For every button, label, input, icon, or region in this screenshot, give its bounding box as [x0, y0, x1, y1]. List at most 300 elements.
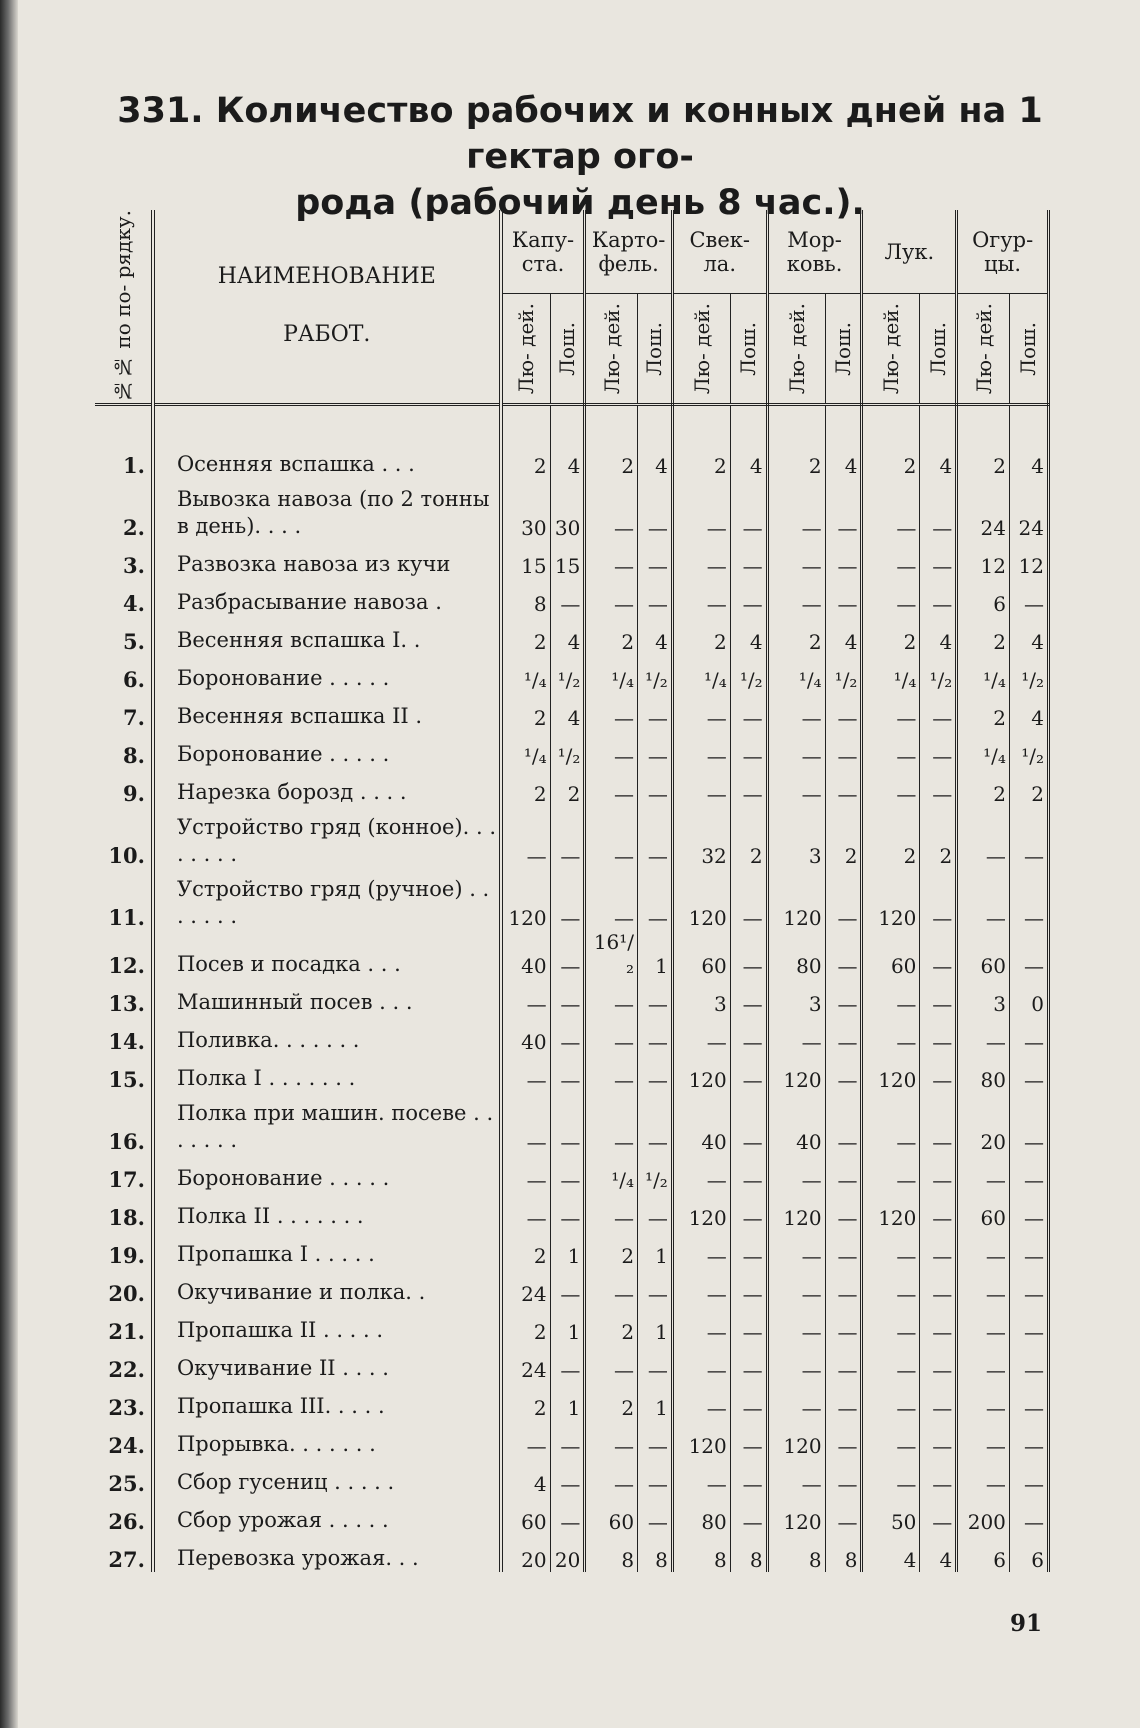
row-number: 5. [95, 616, 153, 654]
people-days-cell: 60 [862, 930, 920, 978]
people-days-cell: — [862, 1230, 920, 1268]
crop-label-1: Мор- [787, 227, 842, 252]
horse-days-cell: — [1009, 868, 1048, 930]
horse-days-cell: 2 [920, 806, 957, 868]
row-number: 22. [95, 1344, 153, 1382]
people-days-cell: — [862, 1306, 920, 1344]
crop-label-2: ковь. [786, 251, 843, 276]
horse-days-cell: 2 [730, 806, 767, 868]
people-days-cell: 2 [501, 1382, 551, 1420]
horse-days-cell: — [920, 978, 957, 1016]
people-days-cell: 40 [767, 1092, 825, 1154]
people-days-cell: — [862, 1458, 920, 1496]
horse-days-cell: — [920, 478, 957, 540]
horse-days-cell: — [1009, 930, 1048, 978]
subheader-horses-label: Лош. [925, 321, 950, 376]
work-name: Боронование . . . . . [153, 730, 501, 768]
people-days-cell: — [501, 1054, 551, 1092]
people-days-cell: — [957, 1344, 1010, 1382]
horse-days-cell: — [638, 1458, 673, 1496]
table-body [95, 404, 1049, 1572]
people-days-cell: ¹/₄ [957, 730, 1010, 768]
horse-days-cell: — [730, 768, 767, 806]
horse-days-cell: — [550, 978, 585, 1016]
people-days-cell: 120 [767, 1054, 825, 1092]
horse-days-cell: — [638, 540, 673, 578]
people-days-cell: — [862, 540, 920, 578]
horse-days-cell: — [1009, 578, 1048, 616]
horse-days-cell: — [920, 730, 957, 768]
people-days-cell: — [957, 1268, 1010, 1306]
work-name: Сбор гусениц . . . . . [153, 1458, 501, 1496]
people-days-cell: — [767, 1344, 825, 1382]
people-days-cell: — [672, 1154, 730, 1192]
horse-days-cell: — [825, 1458, 862, 1496]
horse-days-cell: — [825, 1230, 862, 1268]
people-days-cell: — [585, 1344, 638, 1382]
horse-days-cell: — [730, 1054, 767, 1092]
horse-days-cell: — [638, 768, 673, 806]
people-days-cell: — [585, 692, 638, 730]
people-days-cell: — [767, 1458, 825, 1496]
people-days-cell: — [957, 868, 1010, 930]
horse-days-cell: — [550, 1344, 585, 1382]
horse-days-cell: 6 [1009, 1534, 1048, 1572]
horse-days-cell: — [920, 1154, 957, 1192]
horse-days-cell: — [920, 1344, 957, 1382]
people-days-cell: — [672, 1268, 730, 1306]
people-days-cell: 80 [957, 1054, 1010, 1092]
work-name: Устройство гряд (ручное) . . . . . . . [153, 868, 501, 930]
horse-days-cell: ¹/₂ [730, 654, 767, 692]
people-days-cell: 2 [862, 404, 920, 478]
horse-days-cell: 8 [638, 1534, 673, 1572]
horse-days-cell: — [825, 1344, 862, 1382]
row-number: 16. [95, 1092, 153, 1154]
work-name: Полка при машин. посеве . . . . . . . [153, 1092, 501, 1154]
people-days-cell: 2 [501, 616, 551, 654]
horse-days-cell: 4 [550, 692, 585, 730]
labor-table [95, 210, 1050, 1572]
table-row [95, 1268, 1049, 1306]
horse-days-cell: — [730, 1154, 767, 1192]
work-name: Посев и посадка . . . [153, 930, 501, 978]
table-row [95, 1496, 1049, 1534]
work-name: Пропашка III. . . . . [153, 1382, 501, 1420]
people-days-cell: ¹/₄ [501, 730, 551, 768]
people-days-cell: — [767, 1230, 825, 1268]
work-name: Развозка навоза из кучи [153, 540, 501, 578]
people-days-cell: 60 [957, 930, 1010, 978]
table-row [95, 478, 1049, 540]
horse-days-cell: ¹/₂ [550, 654, 585, 692]
horse-days-cell: — [730, 540, 767, 578]
horse-days-cell: — [1009, 1230, 1048, 1268]
horse-days-cell: — [920, 1054, 957, 1092]
people-days-cell: — [957, 806, 1010, 868]
horse-days-cell: — [825, 478, 862, 540]
people-days-cell: — [767, 1268, 825, 1306]
subheader-people-label: Лю- дей. [971, 303, 996, 395]
horse-days-cell: — [730, 1496, 767, 1534]
row-number: 14. [95, 1016, 153, 1054]
horse-days-cell: — [730, 1092, 767, 1154]
horse-days-cell: 4 [730, 404, 767, 478]
people-days-cell: 2 [957, 692, 1010, 730]
people-days-cell: ¹/₄ [672, 654, 730, 692]
horse-days-cell: — [638, 1496, 673, 1534]
people-days-cell: — [585, 1016, 638, 1054]
horse-days-cell: — [920, 1092, 957, 1154]
table-title-line-1: 331. Количество рабочих и конных дней на 1 гектар ого- [117, 91, 1043, 177]
people-days-cell: 2 [862, 806, 920, 868]
horse-days-cell: — [825, 1154, 862, 1192]
people-days-cell: — [862, 1382, 920, 1420]
horse-days-cell: — [638, 1344, 673, 1382]
people-days-cell: — [501, 806, 551, 868]
people-days-cell: — [672, 1382, 730, 1420]
horse-days-cell: ¹/₂ [825, 654, 862, 692]
people-days-cell: — [767, 1154, 825, 1192]
people-days-cell: — [672, 768, 730, 806]
horse-days-cell: — [730, 1344, 767, 1382]
labor-table-container [95, 210, 1050, 1572]
people-days-cell: ¹/₄ [585, 654, 638, 692]
people-days-cell: — [585, 1268, 638, 1306]
people-days-cell: 60 [501, 1496, 551, 1534]
horse-days-cell: — [730, 1230, 767, 1268]
horse-days-cell: — [920, 930, 957, 978]
header-number-column [95, 210, 153, 404]
horse-days-cell: — [920, 1016, 957, 1054]
table-row [95, 930, 1049, 978]
work-name: Устройство гряд (конное). . . . . . . . [153, 806, 501, 868]
horse-days-cell: — [638, 806, 673, 868]
table-row [95, 1154, 1049, 1192]
people-days-cell: 120 [767, 868, 825, 930]
people-days-cell: 3 [767, 978, 825, 1016]
table-row [95, 404, 1049, 478]
horse-days-cell: — [730, 1306, 767, 1344]
horse-days-cell: — [920, 1458, 957, 1496]
row-number: 21. [95, 1306, 153, 1344]
subheader-people-label: Лю- дей. [689, 303, 714, 395]
horse-days-cell: — [825, 1016, 862, 1054]
table-row [95, 1192, 1049, 1230]
work-name: Прорывка. . . . . . . [153, 1420, 501, 1458]
people-days-cell: 2 [585, 404, 638, 478]
people-days-cell: — [862, 730, 920, 768]
subheader-horses-label: Лош. [831, 321, 856, 376]
people-days-cell: — [585, 730, 638, 768]
subheader-horses [550, 294, 585, 405]
people-days-cell: — [957, 1230, 1010, 1268]
people-days-cell: 8 [501, 578, 551, 616]
people-days-cell: 2 [767, 616, 825, 654]
people-days-cell: 80 [767, 930, 825, 978]
horse-days-cell: — [730, 578, 767, 616]
people-days-cell: — [862, 1268, 920, 1306]
horse-days-cell: 4 [730, 616, 767, 654]
horse-days-cell: 1 [638, 930, 673, 978]
subheader-horses-label: Лош. [736, 321, 761, 376]
people-days-cell: — [501, 1154, 551, 1192]
people-days-cell: 20 [501, 1534, 551, 1572]
work-name: Боронование . . . . . [153, 654, 501, 692]
horse-days-cell: — [920, 1306, 957, 1344]
horse-days-cell: — [638, 730, 673, 768]
people-days-cell: — [862, 1016, 920, 1054]
people-days-cell: 2 [585, 1382, 638, 1420]
people-days-cell: — [957, 1154, 1010, 1192]
header-crop [767, 210, 862, 294]
horse-days-cell: — [730, 730, 767, 768]
people-days-cell: — [957, 1016, 1010, 1054]
people-days-cell: 2 [957, 404, 1010, 478]
horse-days-cell: — [550, 806, 585, 868]
header-name-line-2: РАБОТ. [283, 322, 371, 348]
people-days-cell: — [957, 1382, 1010, 1420]
work-name: Сбор урожая . . . . . [153, 1496, 501, 1534]
people-days-cell: — [862, 692, 920, 730]
table-row [95, 1344, 1049, 1382]
work-name: Полка II . . . . . . . [153, 1192, 501, 1230]
table-row [95, 692, 1049, 730]
people-days-cell: 2 [501, 768, 551, 806]
horse-days-cell: — [1009, 1154, 1048, 1192]
horse-days-cell: — [920, 1382, 957, 1420]
people-days-cell: 24 [501, 1268, 551, 1306]
horse-days-cell: — [825, 1420, 862, 1458]
table-header [95, 210, 1049, 404]
horse-days-cell: — [1009, 1092, 1048, 1154]
horse-days-cell: 4 [550, 404, 585, 478]
subheader-people-label: Лю- дей. [784, 303, 809, 395]
subheader-horses-label: Лош. [1016, 321, 1041, 376]
people-days-cell: — [585, 1192, 638, 1230]
horse-days-cell: — [920, 1496, 957, 1534]
horse-days-cell: — [730, 930, 767, 978]
row-number: 6. [95, 654, 153, 692]
people-days-cell: — [767, 1306, 825, 1344]
people-days-cell: — [767, 478, 825, 540]
table-row [95, 578, 1049, 616]
people-days-cell: — [585, 1458, 638, 1496]
crop-label-1: Лук. [884, 239, 935, 264]
work-name: Поливка. . . . . . . [153, 1016, 501, 1054]
horse-days-cell: — [825, 540, 862, 578]
people-days-cell: 120 [862, 1192, 920, 1230]
people-days-cell: 60 [672, 930, 730, 978]
horse-days-cell: 4 [638, 616, 673, 654]
horse-days-cell: 2 [1009, 768, 1048, 806]
people-days-cell: — [767, 692, 825, 730]
header-name-line-1: НАИМЕНОВАНИЕ [217, 264, 436, 290]
people-days-cell: 120 [672, 1192, 730, 1230]
people-days-cell: ¹/₄ [501, 654, 551, 692]
people-days-cell: 24 [957, 478, 1010, 540]
horse-days-cell: 4 [920, 616, 957, 654]
horse-days-cell: — [550, 1154, 585, 1192]
horse-days-cell: — [1009, 1344, 1048, 1382]
people-days-cell: — [672, 730, 730, 768]
horse-days-cell: — [730, 978, 767, 1016]
people-days-cell: — [862, 478, 920, 540]
horse-days-cell: — [638, 1016, 673, 1054]
horse-days-cell: — [920, 692, 957, 730]
horse-days-cell: — [730, 1382, 767, 1420]
work-name: Осенняя вспашка . . . [153, 404, 501, 478]
people-days-cell: — [672, 1458, 730, 1496]
row-number: 25. [95, 1458, 153, 1496]
crop-label-2: цы. [984, 251, 1022, 276]
horse-days-cell: — [920, 540, 957, 578]
horse-days-cell: — [638, 978, 673, 1016]
horse-days-cell: — [1009, 1382, 1048, 1420]
horse-days-cell: — [825, 1268, 862, 1306]
people-days-cell: — [672, 1306, 730, 1344]
people-days-cell: 120 [767, 1496, 825, 1534]
work-name: Пропашка II . . . . . [153, 1306, 501, 1344]
subheader-people [767, 294, 825, 405]
subheader-horses-label: Лош. [554, 321, 579, 376]
horse-days-cell: 4 [1009, 616, 1048, 654]
header-crop [585, 210, 672, 294]
subheader-horses [825, 294, 862, 405]
people-days-cell: 3 [767, 806, 825, 868]
table-row [95, 978, 1049, 1016]
horse-days-cell: — [825, 730, 862, 768]
horse-days-cell: — [825, 978, 862, 1016]
crop-label-2: ста. [521, 251, 565, 276]
table-row [95, 730, 1049, 768]
horse-days-cell: — [730, 868, 767, 930]
row-number: 18. [95, 1192, 153, 1230]
horse-days-cell: 4 [1009, 692, 1048, 730]
people-days-cell: ¹/₄ [585, 1154, 638, 1192]
horse-days-cell: — [1009, 1306, 1048, 1344]
people-days-cell: 6 [957, 1534, 1010, 1572]
people-days-cell: 120 [672, 1420, 730, 1458]
work-name: Пропашка I . . . . . [153, 1230, 501, 1268]
horse-days-cell: — [550, 1496, 585, 1534]
horse-days-cell: 4 [638, 404, 673, 478]
horse-days-cell: — [550, 1054, 585, 1092]
people-days-cell: 50 [862, 1496, 920, 1534]
people-days-cell: 4 [501, 1458, 551, 1496]
people-days-cell: 3 [957, 978, 1010, 1016]
subheader-people-label: Лю- дей. [514, 303, 539, 395]
table-row [95, 768, 1049, 806]
people-days-cell: — [585, 806, 638, 868]
work-name: Полка I . . . . . . . [153, 1054, 501, 1092]
horse-days-cell: 1 [550, 1306, 585, 1344]
horse-days-cell: — [730, 1458, 767, 1496]
subheader-horses [920, 294, 957, 405]
horse-days-cell: — [825, 868, 862, 930]
people-days-cell: — [585, 768, 638, 806]
crop-label-1: Капу- [511, 227, 575, 252]
people-days-cell: ¹/₄ [862, 654, 920, 692]
work-name: Вывозка навоза (по 2 тонны в день). . . . [153, 478, 501, 540]
horse-days-cell: — [920, 868, 957, 930]
horse-days-cell: — [825, 930, 862, 978]
people-days-cell: 2 [957, 768, 1010, 806]
horse-days-cell: — [1009, 1192, 1048, 1230]
horse-days-cell: — [550, 1420, 585, 1458]
horse-days-cell: 8 [825, 1534, 862, 1572]
people-days-cell: 30 [501, 478, 551, 540]
horse-days-cell: — [550, 1092, 585, 1154]
row-number: 27. [95, 1534, 153, 1572]
horse-days-cell: — [825, 1192, 862, 1230]
horse-days-cell: ¹/₂ [550, 730, 585, 768]
horse-days-cell: — [825, 1306, 862, 1344]
people-days-cell: — [585, 1054, 638, 1092]
work-name: Разбрасывание навоза . [153, 578, 501, 616]
subheader-horses [1009, 294, 1048, 405]
subheader-people [957, 294, 1010, 405]
crop-label-1: Огур- [972, 227, 1034, 252]
horse-days-cell: 4 [920, 1534, 957, 1572]
header-crop [862, 210, 957, 294]
table-row [95, 1534, 1049, 1572]
horse-days-cell: — [1009, 1016, 1048, 1054]
table-row [95, 540, 1049, 578]
people-days-cell: 2 [585, 1230, 638, 1268]
crop-label-1: Карто- [591, 227, 666, 252]
table-row [95, 868, 1049, 930]
horse-days-cell: — [1009, 1496, 1048, 1534]
people-days-cell: 2 [585, 1306, 638, 1344]
horse-days-cell: — [550, 868, 585, 930]
subheader-people-label: Лю- дей. [879, 303, 904, 395]
horse-days-cell: 30 [550, 478, 585, 540]
horse-days-cell: 4 [1009, 404, 1048, 478]
people-days-cell: — [585, 868, 638, 930]
subheader-people [585, 294, 638, 405]
horse-days-cell: — [1009, 1458, 1048, 1496]
horse-days-cell: — [638, 1092, 673, 1154]
people-days-cell: 2 [957, 616, 1010, 654]
row-number: 17. [95, 1154, 153, 1192]
row-number: 12. [95, 930, 153, 978]
horse-days-cell: — [1009, 1420, 1048, 1458]
people-days-cell: 8 [672, 1534, 730, 1572]
horse-days-cell: — [638, 1192, 673, 1230]
table-row [95, 654, 1049, 692]
table-row [95, 806, 1049, 868]
work-name: Окучивание и полка. . [153, 1268, 501, 1306]
horse-days-cell: 2 [825, 806, 862, 868]
horse-days-cell: ¹/₂ [1009, 730, 1048, 768]
page-number: 91 [1010, 1610, 1043, 1637]
table-row [95, 1054, 1049, 1092]
people-days-cell: — [862, 1344, 920, 1382]
row-number: 23. [95, 1382, 153, 1420]
table-row [95, 1420, 1049, 1458]
people-days-cell: ¹/₄ [957, 654, 1010, 692]
horse-days-cell: 1 [638, 1382, 673, 1420]
horse-days-cell: — [730, 1016, 767, 1054]
horse-days-cell: — [1009, 1268, 1048, 1306]
people-days-cell: ¹/₄ [767, 654, 825, 692]
horse-days-cell: ¹/₂ [920, 654, 957, 692]
people-days-cell: — [585, 478, 638, 540]
people-days-cell: 40 [501, 930, 551, 978]
people-days-cell: — [862, 1092, 920, 1154]
horse-days-cell: — [825, 692, 862, 730]
